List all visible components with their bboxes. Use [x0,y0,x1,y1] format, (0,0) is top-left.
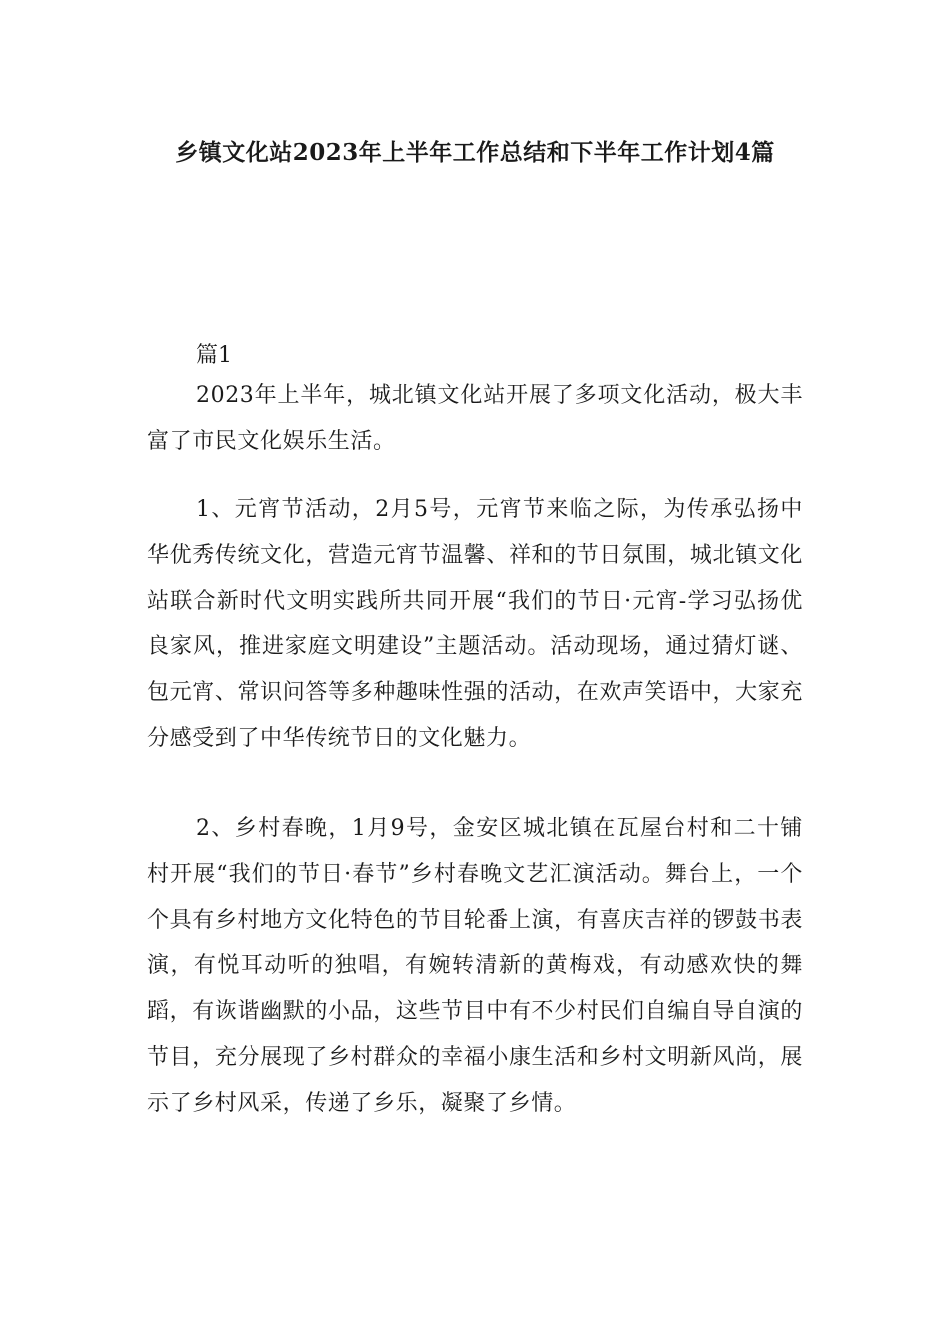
document-title: 乡镇文化站2023年上半年工作总结和下半年工作计划4篇 [175,139,775,166]
paragraph-intro: 2023年上半年，城北镇文化站开展了多项文化活动，极大丰富了市民文化娱乐生活。 [147,383,803,454]
paragraph-item-1: 1、元宵节活动，2月5号，元宵节来临之际，为传承弘扬中华优秀传统文化，营造元宵节温馨、祥和的节日氛围，城北镇文化站联合新时代文明实践所共同开展“我们的节日·元宵-学习弘扬优良家风，推进家庭文明建设”主题活动。活动现场，通过猜灯谜、包元宵、常识问答等多种趣味性强的活动，在欢声笑语中，大家充分感受到了中华传统节日的文化魅力。 [147,497,803,751]
section-heading: 篇1 [196,343,232,368]
paragraph-item-2: 2、乡村春晚，1月9号，金安区城北镇在瓦屋台村和二十铺村开展“我们的节日·春节”乡村春晚文艺汇演活动。舞台上，一个个具有乡村地方文化特色的节目轮番上演，有喜庆吉祥的锣鼓书表演，有悦耳动听的独唱，有婉转清新的黄梅戏，有动感欢快的舞蹈，有诙谐幽默的小品，这些节目中有不少村民们自编自导自演的节目，充分展现了乡村群众的幸福小康生活和乡村文明新风尚，展示了乡村风采，传递了乡乐，凝聚了乡情。 [147,816,803,1116]
